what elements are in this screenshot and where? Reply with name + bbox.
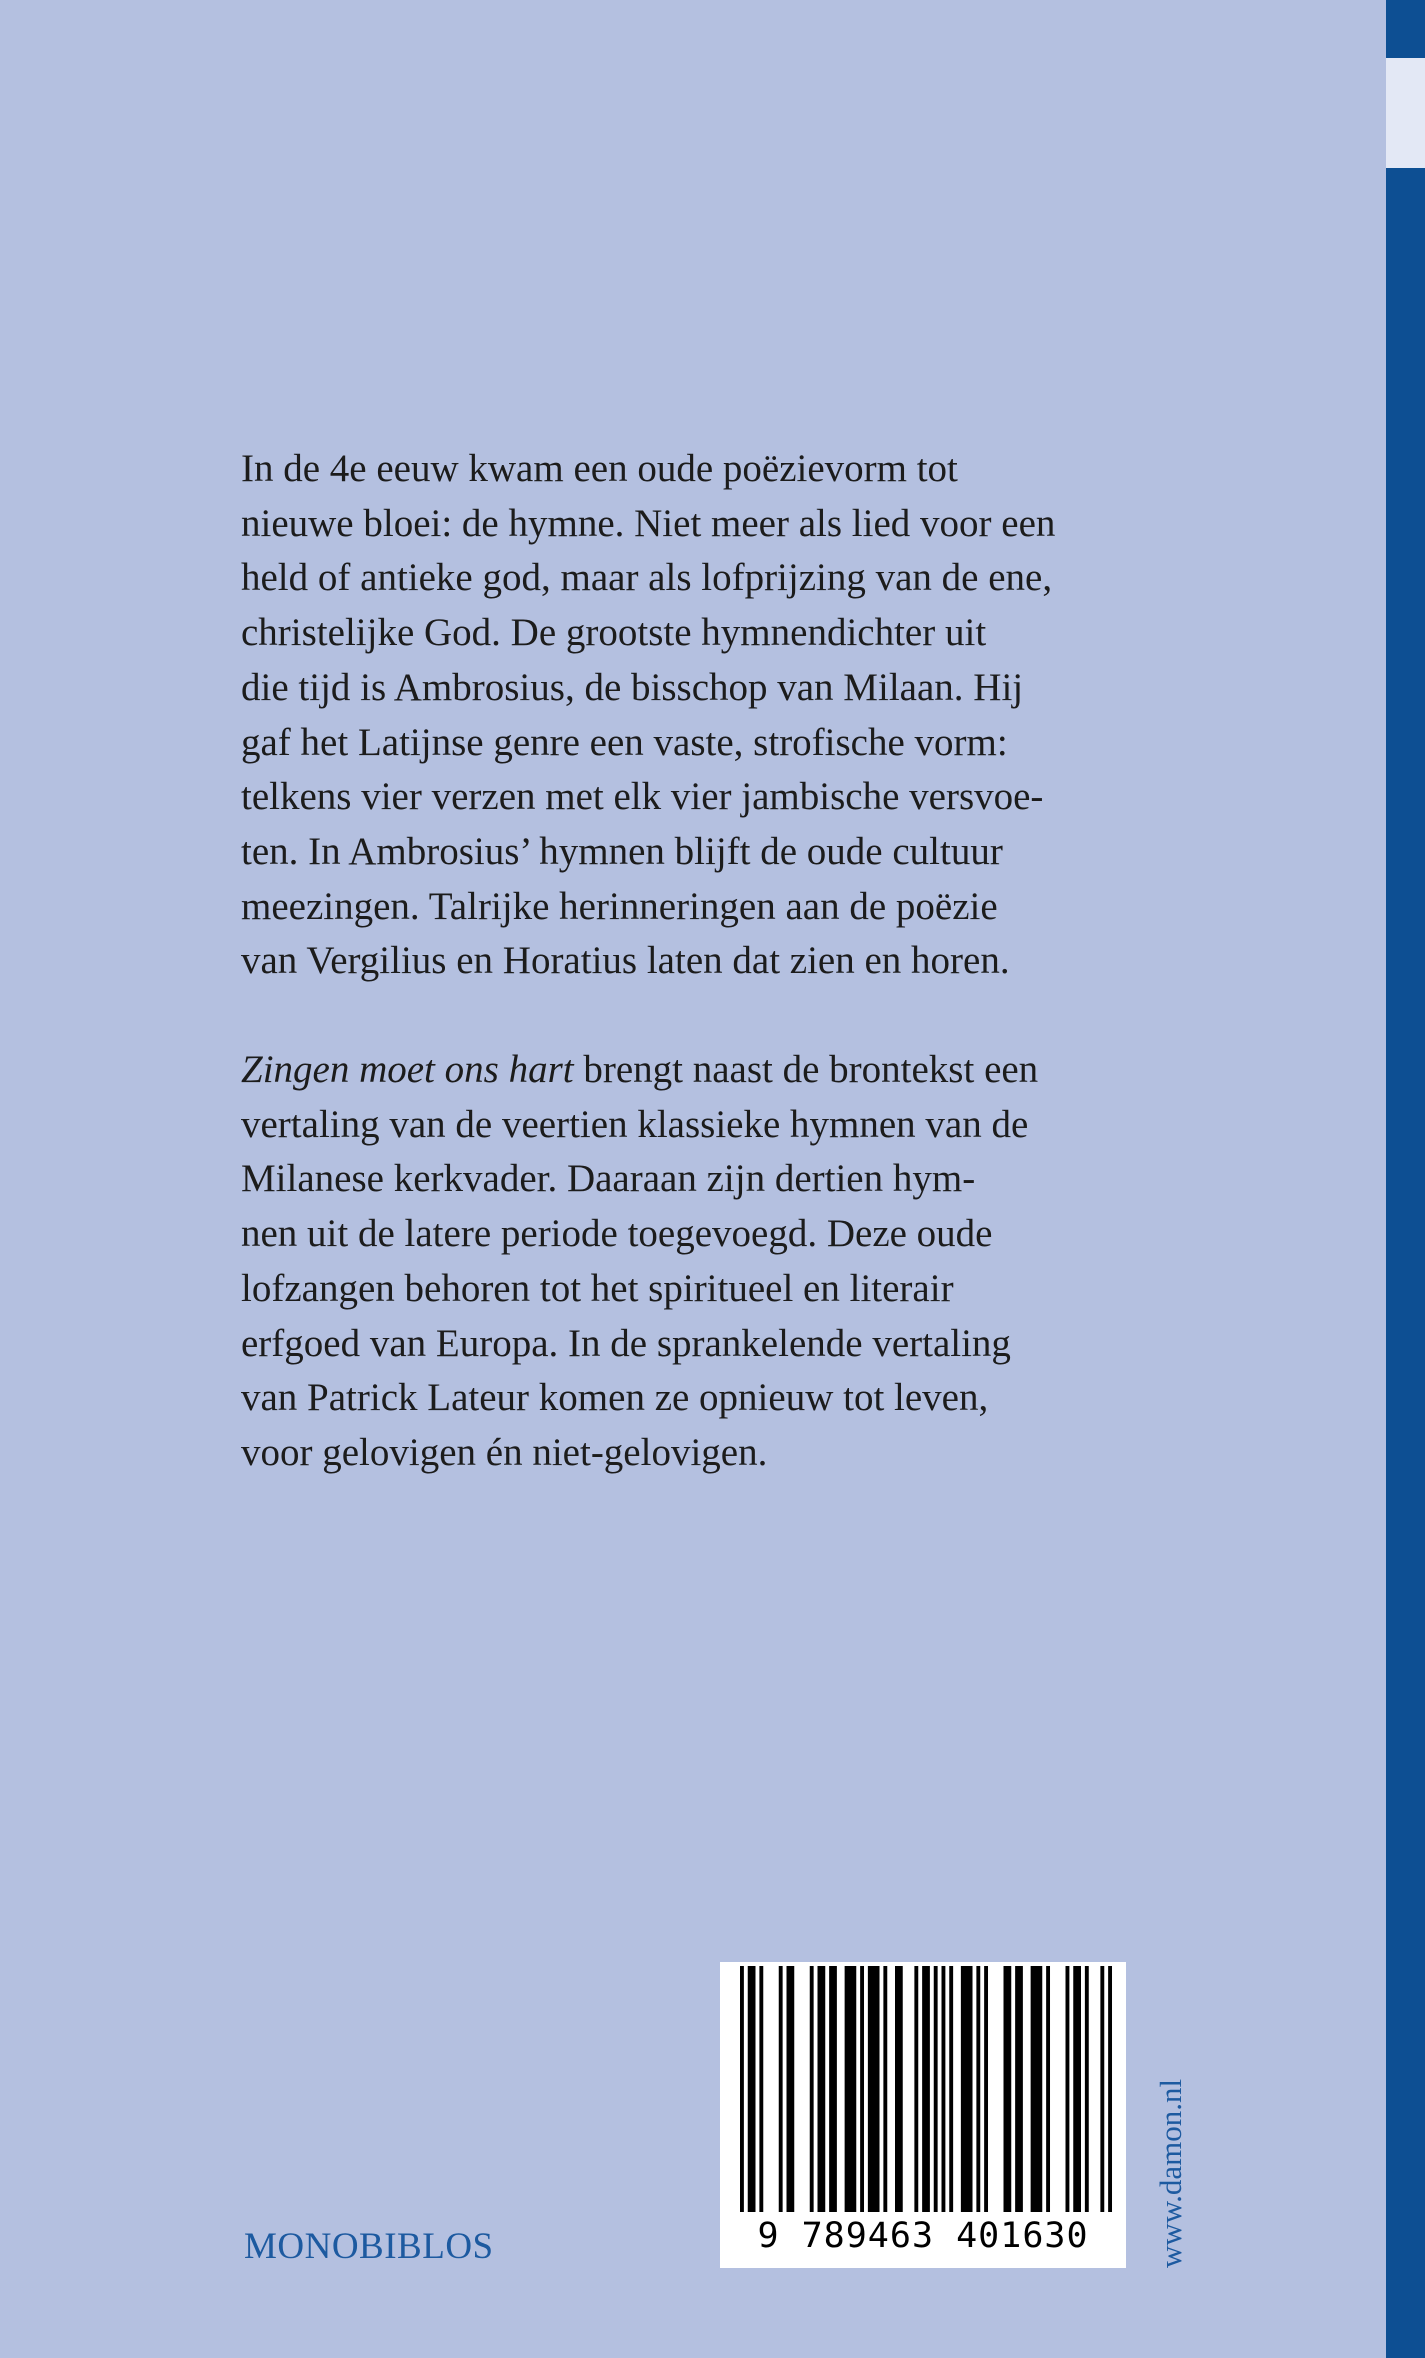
barcode-bar xyxy=(787,1966,795,2212)
blurb-line: van Vergilius en Horatius laten dat zien en horen. xyxy=(241,939,1010,983)
spine-bar xyxy=(1386,0,1425,2358)
barcode-bar xyxy=(984,1966,988,2212)
barcode-bar xyxy=(895,1966,903,2212)
blurb-line-rest: brengt naast de brontekst een xyxy=(573,1048,1039,1092)
barcode-bar xyxy=(922,1966,930,2212)
blurb-line: die tijd is Ambrosius, de bisschop van Milaan. Hij xyxy=(241,665,1024,709)
book-title: Zingen moet ons hart xyxy=(241,1048,574,1092)
blurb-line: erfgoed van Europa. In de sprankelende vertaling xyxy=(241,1321,1011,1365)
paragraph-gap xyxy=(241,989,1141,1043)
blurb-line: christelijke God. De grootste hymnendichter uit xyxy=(241,611,987,655)
blurb-line-with-title xyxy=(241,1043,1141,1098)
blurb-line: nieuwe bloei: de hymne. Niet meer als lied voor een xyxy=(241,501,1056,545)
barcode-bar xyxy=(976,1966,980,2212)
barcode-bar xyxy=(1046,1966,1050,2212)
spine-notch xyxy=(1386,58,1425,168)
barcode-bar xyxy=(961,1966,973,2212)
blurb-line: held of antieke god, maar als lofprijzing van de ene, xyxy=(241,556,1053,600)
barcode-bar xyxy=(810,1966,814,2212)
barcode-bar xyxy=(759,1966,763,2212)
barcode-bar xyxy=(949,1966,953,2212)
blurb-line: voor gelovigen én niet-gelovigen. xyxy=(241,1430,768,1474)
barcode-bar xyxy=(1085,1966,1089,2212)
blurb-line: vertaling van de veertien klassieke hymnen van de xyxy=(241,1102,1029,1146)
barcode-bar xyxy=(779,1966,783,2212)
blurb-line: meezingen. Talrijke herinneringen aan de poëzie xyxy=(241,884,998,928)
blurb-line: van Patrick Lateur komen ze opnieuw tot leven, xyxy=(241,1376,989,1420)
barcode-bar xyxy=(883,1966,887,2212)
barcode-bar xyxy=(934,1966,938,2212)
barcode-bar xyxy=(1108,1966,1112,2212)
barcode-bar xyxy=(860,1966,864,2212)
barcode-bar xyxy=(868,1966,880,2212)
barcode-bar xyxy=(1100,1966,1104,2212)
blurb-line: ten. In Ambrosius’ hymnen blijft de oude cultuur xyxy=(241,829,1003,873)
blurb-line: gaf het Latijnse genre een vaste, strofische vorm: xyxy=(241,720,1008,764)
barcode-bar xyxy=(1031,1966,1043,2212)
blurb-line: nen uit de latere periode toegevoegd. Deze oude xyxy=(241,1212,993,1256)
barcode-bar xyxy=(1066,1966,1070,2212)
series-name: MONOBIBLOS xyxy=(244,2226,494,2267)
blurb-line: telkens vier verzen met elk vier jambische versvoe- xyxy=(241,775,1044,819)
website-url: www.damon.nl xyxy=(1153,2078,1188,2268)
barcode-bar xyxy=(1073,1966,1081,2212)
barcode-bar xyxy=(740,1966,744,2212)
barcode-bar xyxy=(1004,1966,1012,2212)
blurb xyxy=(241,442,1141,1481)
barcode xyxy=(720,1962,1126,2268)
blurb-line: In de 4e eeuw kwam een oude poëzievorm tot xyxy=(241,447,958,490)
isbn-number: 9 789463 401630 xyxy=(757,2216,1089,2256)
barcode-bar xyxy=(1015,1966,1023,2212)
barcode-bar xyxy=(818,1966,826,2212)
barcode-bar xyxy=(942,1966,946,2212)
blurb-line: Milanese kerkvader. Daaraan zijn dertien hym- xyxy=(241,1157,976,1201)
blurb-line: lofzangen behoren tot het spiritueel en literair xyxy=(241,1266,954,1310)
barcode-bar xyxy=(829,1966,837,2212)
barcode-bar xyxy=(845,1966,857,2212)
barcode-bar xyxy=(914,1966,918,2212)
barcode-bar xyxy=(748,1966,756,2212)
